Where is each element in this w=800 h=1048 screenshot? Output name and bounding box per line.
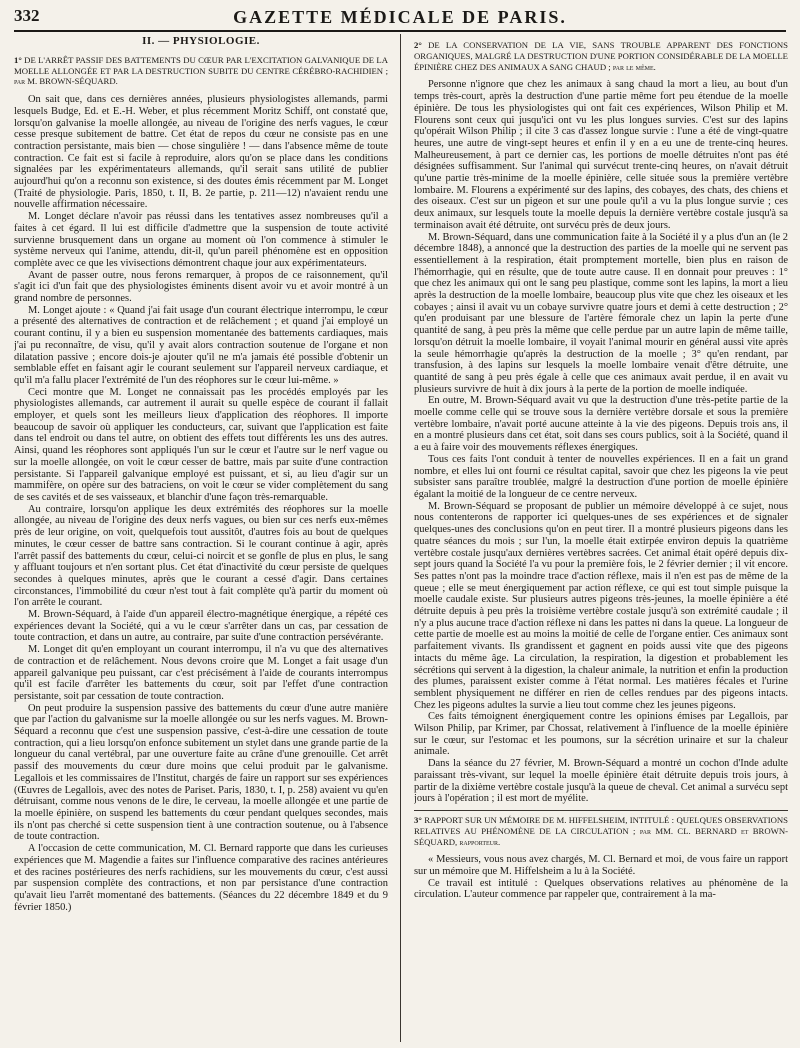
paragraph: On sait que, dans ces dernières années, plusieurs physiologistes allemands, parmi lesquels Budge, Ed. et E.-H. Weber, et plus récemment Moritz Schiff, ont constaté que, lorsqu'on galvanise la moelle allongée, au niveau de l'origine des nerfs vagues, le cœur cesse presque subitement de battre. Cet état de repos du cœur ne consiste pas en une contraction persistante, mais bien — chose singulière ! — dans l'absence même de toute contraction. Ce fait est si facile à reproduire, alors qu'on se place dans les conditions signalées par les expérimentateurs allemands, qu'il serait sans utilité de publier aujourd'hui qu'on a reconnu son existence, si des doutes émis récemment par M. Longet (Traité de physiologie. Paris, 1850, t. II, B. 2e partie, p. 211—12) n'avaient rendu une nouvelle affirmation nécessaire. <box>14 94 388 211</box>
paragraph: En outre, M. Brown-Séquard avait vu que la destruction d'une très-petite partie de la moelle comme celle qui se trouve sous la dernière vertèbre dorsale et sous la première vertèbre lombaire, n'avait porté aucune atteinte à la vie des pigeons. Depuis trois ans, il en a montré plusieurs dans cet état, soit dans ses cours publics, soit à la Société, quand il a eu à faire voir des mouvements réflexes énergiques. <box>414 395 788 454</box>
article-3-title-text: RAPPORT SUR UN MÉMOIRE DE M. HIFFELSHEIM, INTITULÉ : QUELQUES OBSERVATIONS RELATIVES AU PHÉNOMÈNE DE LA CIRCULATION ; par MM. CL. BERNARD et BROWN-SÉQUARD, rapporteur. <box>414 814 788 847</box>
paragraph: M. Longet déclare n'avoir pas réussi dans les tentatives assez nombreuses qu'il a faites à cet égard. Il lui est difficile d'admettre que la suspension de toute activité survienne brusquement dans un organe au moment où l'on commence à stimuler le système nerveux qui l'anime, attendu, dit-il, qu'un pareil phénomène est en opposition complète avec ce que les vivisections démontrent chaque jour aux expérimentateurs. <box>14 211 388 269</box>
article-3-title <box>414 810 788 847</box>
paragraph: Dans la séance du 27 février, M. Brown-Séquard a montré un cochon d'Inde adulte paraissant très-vivant, sur lequel la moelle épinière était détruite depuis trois jours, à partir de la dixième vertèbre costale jusqu'à la queue de cheval. Cet animal a survécu sept jours à l'opération ; il est mort de myélite. <box>414 758 788 805</box>
article-3-number: 3° <box>414 814 422 825</box>
paragraph: M. Brown-Séquard, dans une communication faite à la Société il y a plus d'un an (le 2 décembre 1848), a annoncé que la destruction des parties de la moelle qui ne servent pas essentiellement à la respiration, était promptement mortelle, bien plus en raison de l'hémorrhagie, qui en résulte, que de toute autre cause. Il en donnait pour preuves : 1° que chez les animaux qui ont le sang peu plastique, comme sont les lapins, la mort a lieu après la destruction de la moelle lombaire, beaucoup plus vite que chez les oiseaux et les cobayes ; ainsi il avait vu un cobaye survivre quatre jours et demi à cette destruction ; 2° qu'en produisant par une blessure de l'artère fémorale chez un lapin la perte d'une quantité de sang, à peu près la même que celle perdue par un autre lapin de même taille, lorsqu'on détruit la moelle lombaire, il voyait l'animal mourir en général aussi vite après la seule hémorrhagie qu'après la destruction de la moelle ; 3° qu'en rendant, par transfusion, à des lapins sur lesquels la moelle lombaire venait d'être détruite, une quantité de sang à peu près égale à celle que ces animaux avait perdue, il en avait vu plusieurs survivre de huit à dix jours à la perte de la portion de moelle indiquée. <box>414 231 788 395</box>
paragraph: Tous ces faits l'ont conduit à tenter de nouvelles expériences. Il en a fait un grand nombre, et elles lui ont fourni ce résultat capital, savoir que chez les pigeons la vie peut subsister sans paraître troublée, malgré la destruction d'une portion de moelle épinière égalant la moitié de la longueur de ce centre nerveux. <box>414 453 788 500</box>
paragraph: Ces faits témoignent énergiquement contre les opinions émises par Legallois, par Wilson Philip, par Krimer, par Chossat, relativement à l'influence de la moelle épinière sur le cœur, sur l'estomac et les poumons, sur la sécrétion urinaire et sur la chaleur animale. <box>414 711 788 758</box>
article-2-title-text: DE LA CONSERVATION DE LA VIE, SANS TROUBLE APPARENT DES FONCTIONS ORGANIQUES, MALGRÉ LA DESTRUCTION D'UNE PORTION CONSIDÉRABLE DE LA MOELLE ÉPINIÈRE CHEZ DES ANIMAUX A SANG CHAUD ; par le même. <box>414 40 788 72</box>
left-column <box>14 36 388 1042</box>
article-1-number: 1° <box>14 54 22 65</box>
journal-title: GAZETTE MÉDICALE DE PARIS. <box>233 7 567 27</box>
page-number: 332 <box>14 6 40 25</box>
article-2-number: 2° <box>414 40 422 50</box>
paragraph: M. Longet ajoute : « Quand j'ai fait usage d'un courant électrique interrompu, le cœur a présenté des alternatives de contraction et de relâchement ; et quand j'ai employé un courant continu, il y a bien eu suspension momentanée des battements cardiaques, mais j'ai pu reconnaître, de visu, qu'il y avait alors contraction soutenue de l'organe et non dilatation passive ; encore dois-je ajouter qu'il ne m'a jamais été possible d'obtenir un semblable effet en faisant agir le courant seulement sur l'appareil nerveux cardiaque, et qu'il m'a fallu placer l'extrémité de l'un des réophores sur le cœur lui-même. » <box>14 304 388 386</box>
paragraph: Ce travail est intitulé : Quelques observations relatives au phénomène de la circulation. L'auteur commence par rappeler que, contrairement à la ma- <box>414 877 788 901</box>
paragraph: Personne n'ignore que chez les animaux à sang chaud la mort a lieu, au bout d'un temps très-court, après la destruction d'une partie même fort peu étendue de la moelle épinière. De tous les physiologistes qui ont fait ces expériences, Wilson Philip et M. Flourens sont ceux qui jusqu'ici ont vu les plus longues survies. C'est sur des lapins qu'opérait Wilson Philip ; il cite 3 cas d'assez longue survie : l'une a été de vingt-quatre heures, une autre de vingt-sept heures et enfin il y en a eu une de trente-cinq heures. Malheureusement, à part ce dernier cas, les portions de moelle détruites n'ont pas été désignées suffisamment. Sur l'animal qui survécut trente-cinq heures, on n'avait détruit qu'une partie très-minime de la moelle épinière, celle située sous la première vertèbre lombaire. M. Flourens a expérimenté sur des lapins, des cobayes, des chats, des chiens et des oiseaux. C'est sur un pigeon et sur une poule qu'il a vu la plus longue survie ; ces deux animaux, sur lesquels toute la moelle depuis la dernière vertèbre costale jusqu'à sa terminaison avait été détruite, ont survécu près de deux jours. <box>414 79 788 231</box>
article-2-title <box>414 40 788 72</box>
paragraph: Avant de passer outre, nous ferons remarquer, à propos de ce raisonnement, qu'il s'agit ici d'un fait que des physiologistes éminents disent avoir vu et avoir montré à un grand nombre de personnes. <box>14 269 388 305</box>
paragraph: M. Longet dit qu'en employant un courant interrompu, il n'a vu que des alternatives de contraction et de relâchement. Nous devons croire que M. Longet a fait usage d'un appareil galvanique peu puissant, car c'est précisément à l'aide de courants interrompus qu'il est facile d'arrêter les battements du cœur, soit par l'effet d'une contraction persistante, soit par cessation de toute contraction. <box>14 644 388 702</box>
paragraph: Ceci montre que M. Longet ne connaissait pas les procédés employés par les physiologistes allemands, car autrement il aurait su quelle espèce de courant il fallait employer, et quels sont les meilleurs lieux d'application des réophores. Il importe beaucoup de savoir où appliquer les conducteurs, car, suivant que l'application est faite dans tel endroit ou dans tel autre, on obtient des effets tout différents les uns des autres. Ainsi, quand les réophores sont appliqués l'un sur le cœur et l'autre sur le nerf vague ou sur la moelle allongée, on voit le cœur cesser de battre, mais par suite d'une contraction persistante. Si l'appareil galvanique employé est puissant, et si, au lieu d'agir sur un mammifère, on opère sur des batraciens, on voit le cœur se vider complètement du sang de ses cavités et de ses vaisseaux, et blanchir d'une façon très-remarquable. <box>14 386 388 503</box>
article-1-title <box>14 55 388 87</box>
paragraph: On peut produire la suspension passive des battements du cœur d'une autre manière que par l'action du galvanisme sur la moelle allongée ou sur les nerfs vagues. M. Brown-Séquard a reconnu que c'est une suspension passive, c'est-à-dire une cessation de toute contraction, qui a lieu lorsqu'on enfonce subitement un stylet dans une grande partie de la longueur du canal vertébral, par une ouverture faite au crâne d'une grenouille. Cet arrêt passif des mouvements du cœur dure moins que celui produit par le galvanisme. Legallois et les commissaires de l'Institut, chargés de faire un rapport sur ses expériences (Œuvres de Legallois, avec des notes de Pariset. Paris, 1830, t. I, p. 258) avaient vu qu'en détruisant, comme nous venons de le dire, le cerveau, la moelle allongée et une partie de la moelle épinière, on suspend les battements du cœur pendant quelques secondes, mais ils n'ont pas cherché si cette suspension tient à une contraction soutenue, ou à l'absence de toute contraction. <box>14 702 388 843</box>
header-rule <box>14 30 786 32</box>
paragraph: M. Brown-Séquard, à l'aide d'un appareil électro-magnétique énergique, a répété ces expériences devant la Société, qui a vu le cœur s'arrêter dans un cas, par cessation de toute contraction, et dans un autre, au contraire, par suite d'une contraction persévérante. <box>14 609 388 644</box>
right-column <box>414 40 788 1046</box>
page-header <box>14 4 786 28</box>
paragraph: Au contraire, lorsqu'on applique les deux extrémités des réophores sur la moelle allongée, au niveau de l'origine des deux nerfs vagues, ou bien sur ces nerfs eux-mêmes près de leur origine, on voit, quelquefois tout aussitôt, d'autres fois au bout de quelques minutes, le cœur cesser de battre sans contraction. Si le courant continue à agir, après l'arrêt passif des battements du cœur, celui-ci noircit et se gonfle de plus en plus, le sang y affluant toujours et n'en sortant plus. Cet état d'inactivité du cœur persiste de quelques secondes à quelques minutes, après que le courant a cessé d'agir. Dans certaines circonstances, l'immobilité du cœur n'est tout à fait complète qu'à partir du moment où l'on arrête le courant. <box>14 503 388 609</box>
paragraph: M. Brown-Séquard se proposant de publier un mémoire développé à ce sujet, nous nous contenterons de rapporter ici quelques-unes de ses expériences et de signaler quelques-unes des conclusions qu'on en peut tirer. Il a montré plusieurs pigeons dans les quatre séances du mois ; sur l'un, la moelle était extirpée environ depuis la quatrième vertèbre costale jusqu'aux dernières vertèbres sacrées. Cet animal était opéré depuis dix-sept jours quand la Société l'a vu pour la première fois, le 2 février dernier ; il vit encore. Ses pattes n'ont pas la moindre trace d'action réflexe, mais il n'en est pas de même de la queue ; elle se meut énergiquement par action réflexe, ce qui est tout simple puisque la moelle caudale existe. Sur plusieurs autres pigeons très-jeunes, la moelle épinière a été détruite depuis à peu près la troisième vertèbre costale jusqu'à son extrémité caudale ; il n'y a plus aucune trace d'action réflexe ni dans les pattes ni dans la queue. La longueur de cette partie de moelle est au moins la moitié de celle de l'organe entier. Ces animaux sont parfaitement vivants. Ils grandissent et gagnent en poids aussi vite que des pigeons intacts du même âge. La circulation, la respiration, la digestion et probablement les sécrétions qui servent à la digestion, la chaleur animale, la nutrition et enfin la production des plumes, paraissent exister comme à l'état normal. Les matières fécales et l'urine semblent physiquement ne différer en rien de celles rendues par des pigeons intacts. Chez les pigeons adultes la survie a lieu tout comme chez les jeunes pigeons. <box>414 500 788 711</box>
section-title: II. — PHYSIOLOGIE. <box>142 36 260 47</box>
article-1-title-text: DE L'ARRÊT PASSIF DES BATTEMENTS DU CŒUR PAR L'EXCITATION GALVANIQUE DE LA MOELLE ALLONGÉE ET PAR LA DESTRUCTION SUBITE DU CENTRE CÉRÉBRO-RACHIDIEN ; par M. BROWN-SÉQUARD. <box>14 54 388 87</box>
paragraph: A l'occasion de cette communication, M. Cl. Bernard rapporte que dans les curieuses expériences que M. Magendie a faites sur l'influence comparative des racines antérieures et des racines postérieures des nerfs rachidiens, sur les mouvements du cœur, c'est aussi par suspension complète des contractions, et non par persistance d'une contraction qu'avait lieu l'arrêt momentané des battements. (Séances du 22 décembre 1849 et du 9 février 1850.) <box>14 843 388 913</box>
column-divider <box>400 34 401 1042</box>
paragraph: « Messieurs, vous nous avez chargés, M. Cl. Bernard et moi, de vous faire un rapport sur un mémoire que M. Hiffelsheim a lu à la Société. <box>414 854 788 878</box>
